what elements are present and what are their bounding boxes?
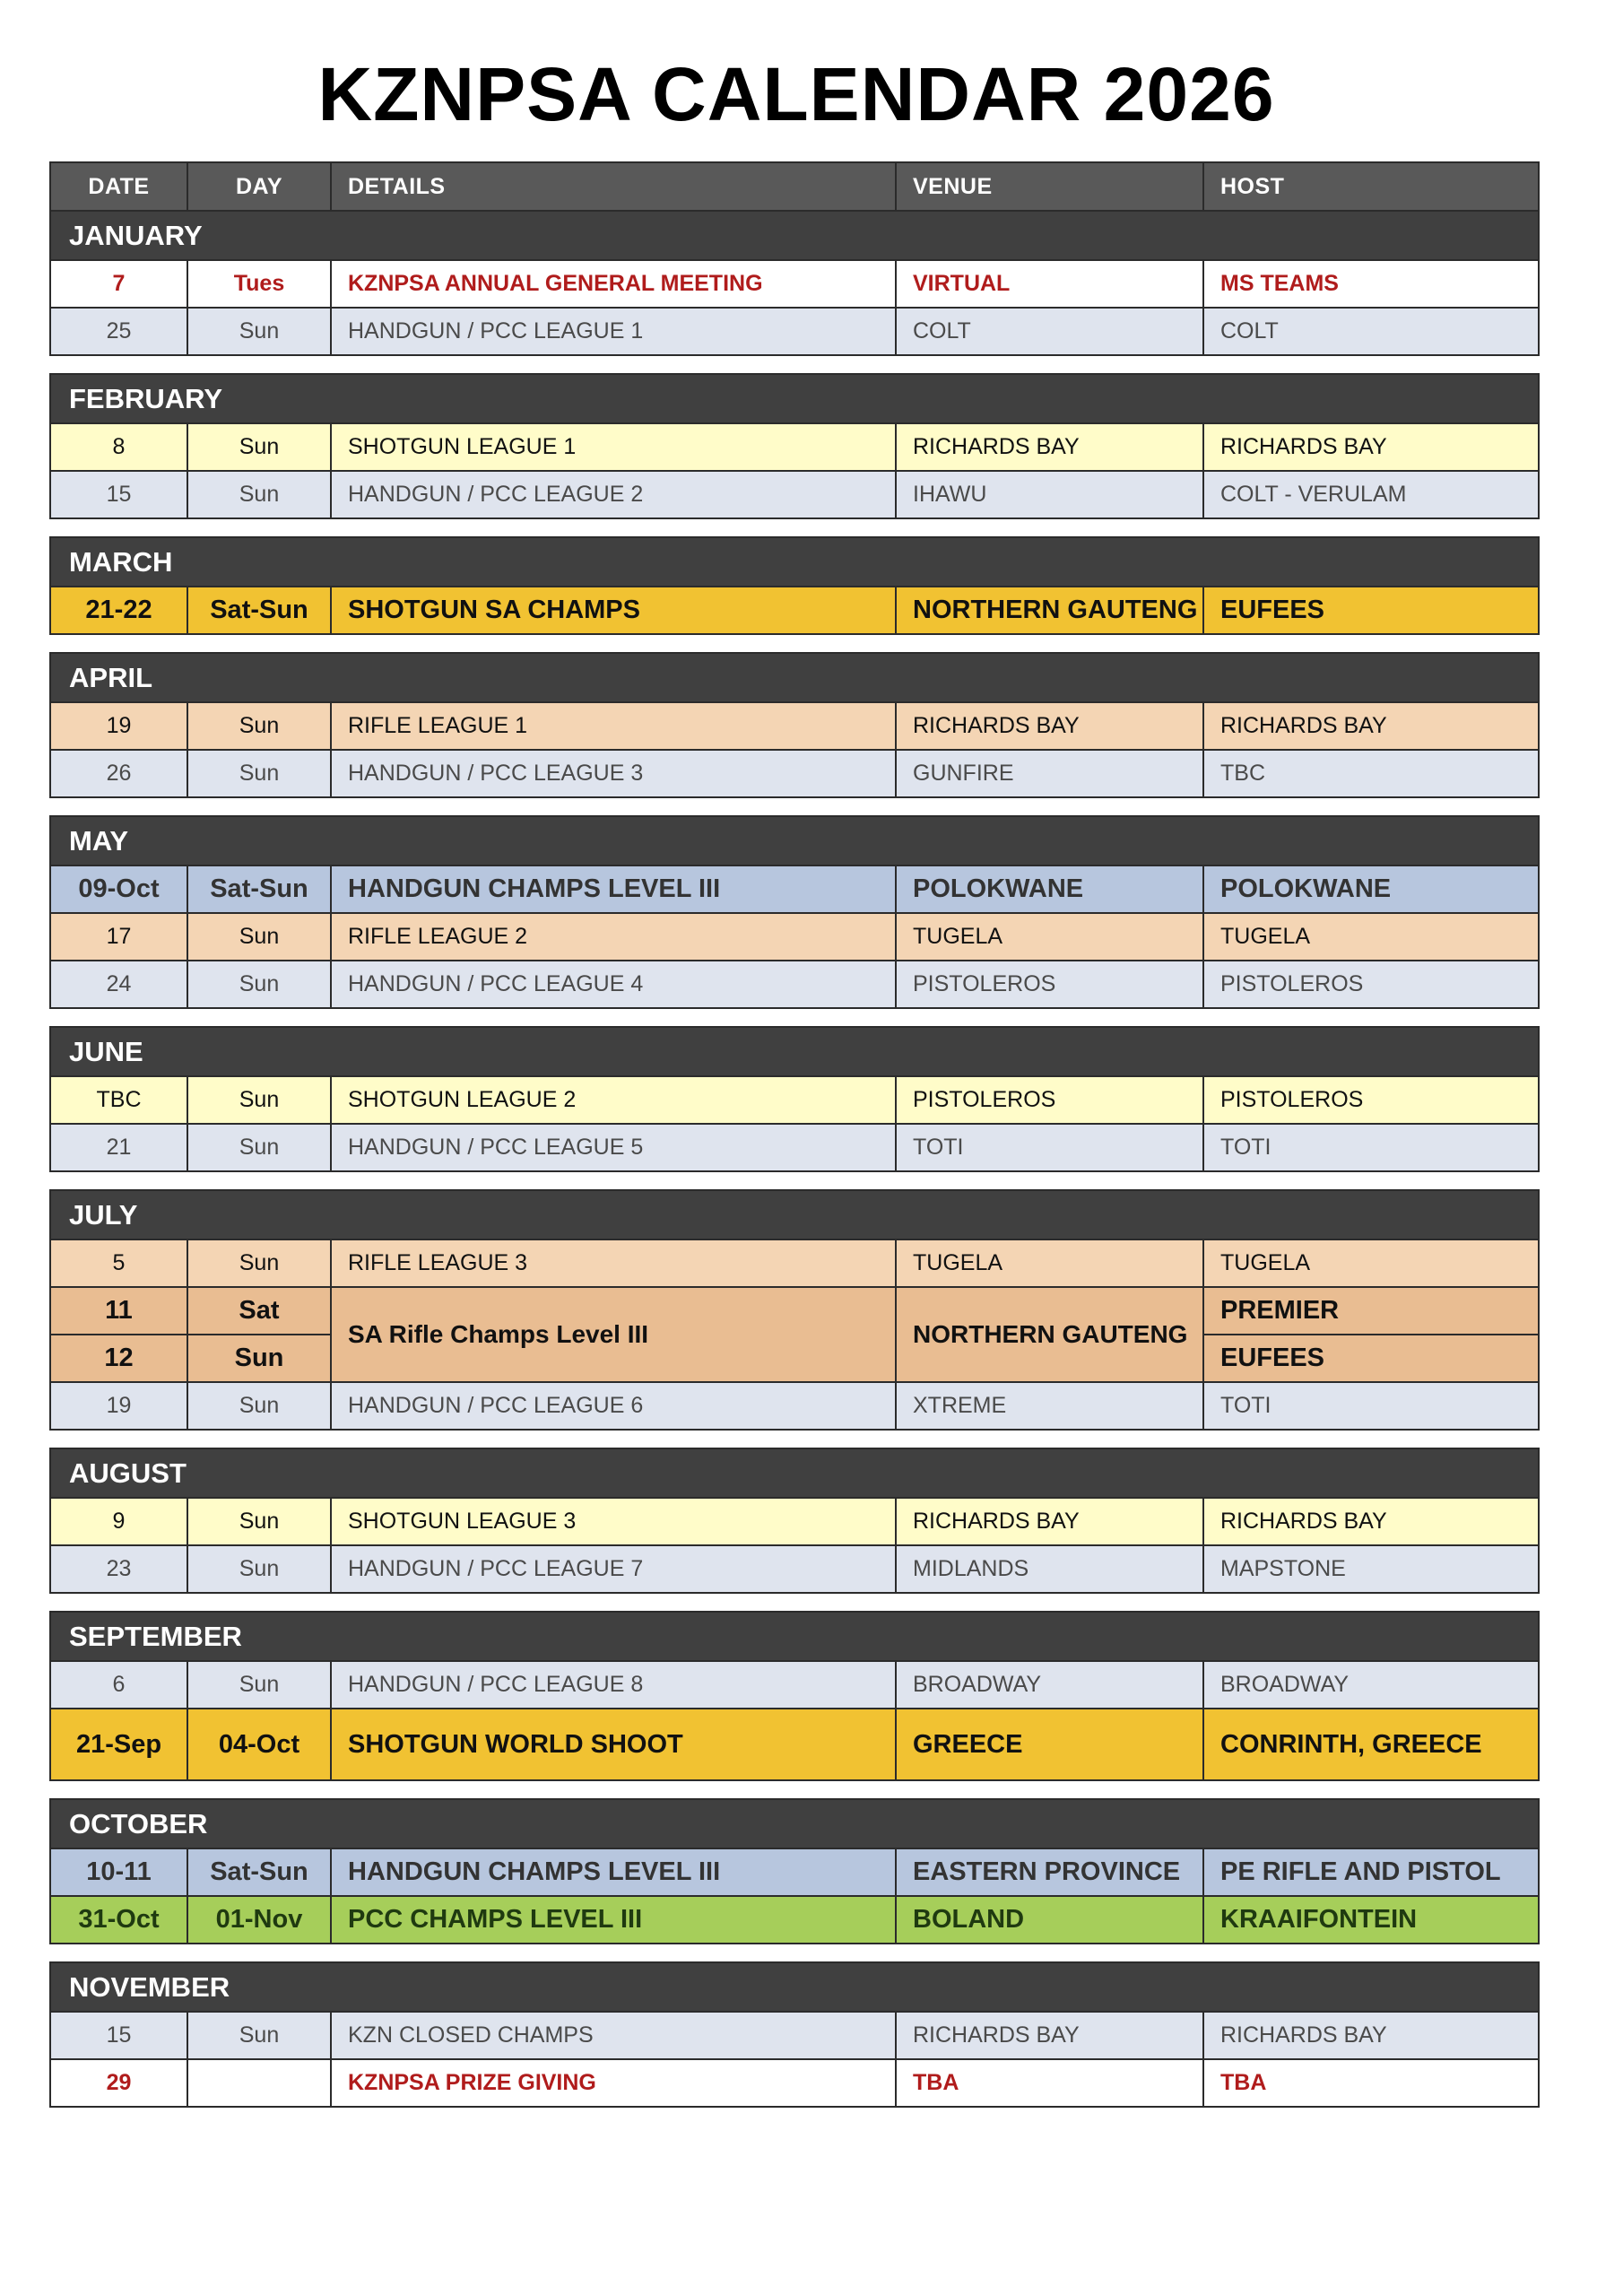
- date-cell: 19: [50, 1382, 187, 1430]
- table-row: [50, 1239, 1539, 1287]
- host-cell: PISTOLEROS: [1203, 961, 1539, 1008]
- details-cell: SA Rifle Champs Level III: [331, 1287, 896, 1382]
- table-row: [50, 1076, 1539, 1124]
- day-cell: Sun: [187, 1661, 331, 1709]
- month-header: SEPTEMBER: [50, 1612, 1539, 1661]
- day-cell: 04-Oct: [187, 1709, 331, 1780]
- day-cell: Sat-Sun: [187, 1848, 331, 1896]
- details-cell: HANDGUN / PCC LEAGUE 3: [331, 750, 896, 797]
- schedule-table: [49, 1026, 1540, 1172]
- month-block-march: [49, 536, 1538, 635]
- host-cell: TBA: [1203, 2059, 1539, 2107]
- table-row: [50, 2059, 1539, 2107]
- host-cell: TBC: [1203, 750, 1539, 797]
- month-header-row: [50, 537, 1539, 587]
- details-cell: HANDGUN / PCC LEAGUE 7: [331, 1545, 896, 1593]
- table-row: [50, 913, 1539, 961]
- details-cell: PCC CHAMPS LEVEL III: [331, 1896, 896, 1944]
- table-row: [50, 1661, 1539, 1709]
- details-cell: SHOTGUN LEAGUE 2: [331, 1076, 896, 1124]
- day-cell: Sun: [187, 2012, 331, 2059]
- month-header: MAY: [50, 816, 1539, 865]
- date-cell: 7: [50, 260, 187, 308]
- day-cell: Sun: [187, 1124, 331, 1171]
- host-cell: TUGELA: [1203, 1239, 1539, 1287]
- day-cell: Sun: [187, 471, 331, 518]
- month-block-november: [49, 1961, 1538, 2108]
- schedule-table: [49, 1189, 1540, 1431]
- details-cell: RIFLE LEAGUE 2: [331, 913, 896, 961]
- details-cell: RIFLE LEAGUE 3: [331, 1239, 896, 1287]
- day-cell: Sun: [187, 702, 331, 750]
- venue-cell: TOTI: [896, 1124, 1203, 1171]
- day-cell: Sun: [187, 1545, 331, 1593]
- details-cell: KZN CLOSED CHAMPS: [331, 2012, 896, 2059]
- month-header: MARCH: [50, 537, 1539, 587]
- date-cell: 25: [50, 308, 187, 355]
- calendar: [49, 161, 1538, 2108]
- table-row: [50, 1545, 1539, 1593]
- details-cell: SHOTGUN LEAGUE 1: [331, 423, 896, 471]
- details-cell: KZNPSA PRIZE GIVING: [331, 2059, 896, 2107]
- schedule-table: [49, 1611, 1540, 1781]
- schedule-table: [49, 536, 1540, 635]
- month-block-july: [49, 1189, 1538, 1431]
- day-cell: 01-Nov: [187, 1896, 331, 1944]
- table-row: [50, 2012, 1539, 2059]
- month-block-september: [49, 1611, 1538, 1781]
- date-cell: 26: [50, 750, 187, 797]
- details-cell: HANDGUN / PCC LEAGUE 1: [331, 308, 896, 355]
- venue-cell: BOLAND: [896, 1896, 1203, 1944]
- schedule-table: [49, 815, 1540, 1009]
- table-row: [50, 1848, 1539, 1896]
- host-cell: PREMIER: [1203, 1287, 1539, 1335]
- date-cell: 10-11: [50, 1848, 187, 1896]
- month-header-row: [50, 1612, 1539, 1661]
- page-title: KZNPSA CALENDAR 2026: [317, 52, 1275, 136]
- venue-cell: RICHARDS BAY: [896, 2012, 1203, 2059]
- date-cell: 23: [50, 1545, 187, 1593]
- host-cell: PE RIFLE AND PISTOL: [1203, 1848, 1539, 1896]
- details-cell: HANDGUN / PCC LEAGUE 8: [331, 1661, 896, 1709]
- column-header-day: DAY: [187, 162, 331, 211]
- month-header-row: [50, 1027, 1539, 1076]
- column-header-details: DETAILS: [331, 162, 896, 211]
- date-cell: 31-Oct: [50, 1896, 187, 1944]
- venue-cell: GUNFIRE: [896, 750, 1203, 797]
- venue-cell: RICHARDS BAY: [896, 702, 1203, 750]
- venue-cell: TBA: [896, 2059, 1203, 2107]
- table-row: [50, 260, 1539, 308]
- month-block-october: [49, 1798, 1538, 1944]
- host-cell: CONRINTH, GREECE: [1203, 1709, 1539, 1780]
- day-cell: Sun: [187, 1076, 331, 1124]
- month-block-may: [49, 815, 1538, 1009]
- day-cell: Sat: [187, 1287, 331, 1335]
- month-block-january: [49, 161, 1538, 356]
- venue-cell: GREECE: [896, 1709, 1203, 1780]
- table-row: [50, 308, 1539, 355]
- date-cell: 24: [50, 961, 187, 1008]
- details-cell: HANDGUN CHAMPS LEVEL III: [331, 865, 896, 913]
- details-cell: HANDGUN / PCC LEAGUE 5: [331, 1124, 896, 1171]
- table-row: [50, 750, 1539, 797]
- month-header: JANUARY: [50, 211, 1539, 260]
- host-cell: BROADWAY: [1203, 1661, 1539, 1709]
- column-header-venue: VENUE: [896, 162, 1203, 211]
- month-block-february: [49, 373, 1538, 519]
- date-cell: 21-Sep: [50, 1709, 187, 1780]
- host-cell: TUGELA: [1203, 913, 1539, 961]
- date-cell: 15: [50, 2012, 187, 2059]
- details-cell: HANDGUN / PCC LEAGUE 4: [331, 961, 896, 1008]
- table-row: [50, 1498, 1539, 1545]
- date-cell: 12: [50, 1335, 187, 1382]
- host-cell: EUFEES: [1203, 1335, 1539, 1382]
- day-cell: Sun: [187, 1382, 331, 1430]
- venue-cell: IHAWU: [896, 471, 1203, 518]
- date-cell: 17: [50, 913, 187, 961]
- month-header-row: [50, 211, 1539, 260]
- month-header: AUGUST: [50, 1448, 1539, 1498]
- venue-cell: VIRTUAL: [896, 260, 1203, 308]
- venue-cell: XTREME: [896, 1382, 1203, 1430]
- day-cell: [187, 2059, 331, 2107]
- venue-cell: RICHARDS BAY: [896, 423, 1203, 471]
- venue-cell: TUGELA: [896, 1239, 1203, 1287]
- month-header-row: [50, 1799, 1539, 1848]
- day-cell: Sat-Sun: [187, 865, 331, 913]
- details-cell: HANDGUN / PCC LEAGUE 2: [331, 471, 896, 518]
- details-cell: KZNPSA ANNUAL GENERAL MEETING: [331, 260, 896, 308]
- host-cell: COLT - VERULAM: [1203, 471, 1539, 518]
- month-header: JULY: [50, 1190, 1539, 1239]
- host-cell: KRAAIFONTEIN: [1203, 1896, 1539, 1944]
- date-cell: 21: [50, 1124, 187, 1171]
- table-row: [50, 1896, 1539, 1944]
- table-row: [50, 1287, 1539, 1335]
- date-cell: 9: [50, 1498, 187, 1545]
- venue-cell: PISTOLEROS: [896, 961, 1203, 1008]
- month-block-april: [49, 652, 1538, 798]
- schedule-table: [49, 1448, 1540, 1594]
- table-row: [50, 1709, 1539, 1780]
- venue-cell: BROADWAY: [896, 1661, 1203, 1709]
- month-header: OCTOBER: [50, 1799, 1539, 1848]
- venue-cell: EASTERN PROVINCE: [896, 1848, 1203, 1896]
- month-header: APRIL: [50, 653, 1539, 702]
- date-cell: 8: [50, 423, 187, 471]
- host-cell: EUFEES: [1203, 587, 1539, 634]
- month-header-row: [50, 816, 1539, 865]
- schedule-table: [49, 1798, 1540, 1944]
- details-cell: SHOTGUN LEAGUE 3: [331, 1498, 896, 1545]
- month-header-row: [50, 653, 1539, 702]
- date-cell: 09-Oct: [50, 865, 187, 913]
- host-cell: TOTI: [1203, 1124, 1539, 1171]
- month-header: NOVEMBER: [50, 1962, 1539, 2012]
- column-header-row: [50, 162, 1539, 211]
- table-row: [50, 587, 1539, 634]
- venue-cell: NORTHERN GAUTENG: [896, 587, 1203, 634]
- day-cell: Sun: [187, 913, 331, 961]
- day-cell: Sat-Sun: [187, 587, 331, 634]
- day-cell: Sun: [187, 1335, 331, 1382]
- schedule-table: [49, 652, 1540, 798]
- table-row: [50, 702, 1539, 750]
- host-cell: RICHARDS BAY: [1203, 2012, 1539, 2059]
- schedule-table: [49, 1961, 1540, 2108]
- month-header-row: [50, 374, 1539, 423]
- month-header-row: [50, 1190, 1539, 1239]
- venue-cell: PISTOLEROS: [896, 1076, 1203, 1124]
- month-header: FEBRUARY: [50, 374, 1539, 423]
- date-cell: 5: [50, 1239, 187, 1287]
- host-cell: RICHARDS BAY: [1203, 423, 1539, 471]
- venue-cell: TUGELA: [896, 913, 1203, 961]
- details-cell: HANDGUN CHAMPS LEVEL III: [331, 1848, 896, 1896]
- day-cell: Sun: [187, 750, 331, 797]
- host-cell: RICHARDS BAY: [1203, 1498, 1539, 1545]
- date-cell: 11: [50, 1287, 187, 1335]
- table-row: [50, 1382, 1539, 1430]
- day-cell: Tues: [187, 260, 331, 308]
- day-cell: Sun: [187, 423, 331, 471]
- date-cell: TBC: [50, 1076, 187, 1124]
- month-block-august: [49, 1448, 1538, 1594]
- month-header: JUNE: [50, 1027, 1539, 1076]
- day-cell: Sun: [187, 961, 331, 1008]
- venue-cell: POLOKWANE: [896, 865, 1203, 913]
- venue-cell: NORTHERN GAUTENG: [896, 1287, 1203, 1382]
- venue-cell: MIDLANDS: [896, 1545, 1203, 1593]
- column-header-date: DATE: [50, 162, 187, 211]
- host-cell: PISTOLEROS: [1203, 1076, 1539, 1124]
- details-cell: SHOTGUN SA CHAMPS: [331, 587, 896, 634]
- month-header-row: [50, 1962, 1539, 2012]
- date-cell: 6: [50, 1661, 187, 1709]
- table-row: [50, 471, 1539, 518]
- table-row: [50, 865, 1539, 913]
- venue-cell: COLT: [896, 308, 1203, 355]
- date-cell: 29: [50, 2059, 187, 2107]
- venue-cell: RICHARDS BAY: [896, 1498, 1203, 1545]
- host-cell: COLT: [1203, 308, 1539, 355]
- table-row: [50, 961, 1539, 1008]
- date-cell: 21-22: [50, 587, 187, 634]
- schedule-table: [49, 161, 1540, 356]
- month-header-row: [50, 1448, 1539, 1498]
- host-cell: MAPSTONE: [1203, 1545, 1539, 1593]
- table-row: [50, 423, 1539, 471]
- host-cell: TOTI: [1203, 1382, 1539, 1430]
- column-header-host: HOST: [1203, 162, 1539, 211]
- details-cell: RIFLE LEAGUE 1: [331, 702, 896, 750]
- schedule-table: [49, 373, 1540, 519]
- day-cell: Sun: [187, 308, 331, 355]
- date-cell: 15: [50, 471, 187, 518]
- month-block-june: [49, 1026, 1538, 1172]
- host-cell: RICHARDS BAY: [1203, 702, 1539, 750]
- details-cell: HANDGUN / PCC LEAGUE 6: [331, 1382, 896, 1430]
- date-cell: 19: [50, 702, 187, 750]
- table-row: [50, 1124, 1539, 1171]
- host-cell: POLOKWANE: [1203, 865, 1539, 913]
- details-cell: SHOTGUN WORLD SHOOT: [331, 1709, 896, 1780]
- host-cell: MS TEAMS: [1203, 260, 1539, 308]
- day-cell: Sun: [187, 1239, 331, 1287]
- day-cell: Sun: [187, 1498, 331, 1545]
